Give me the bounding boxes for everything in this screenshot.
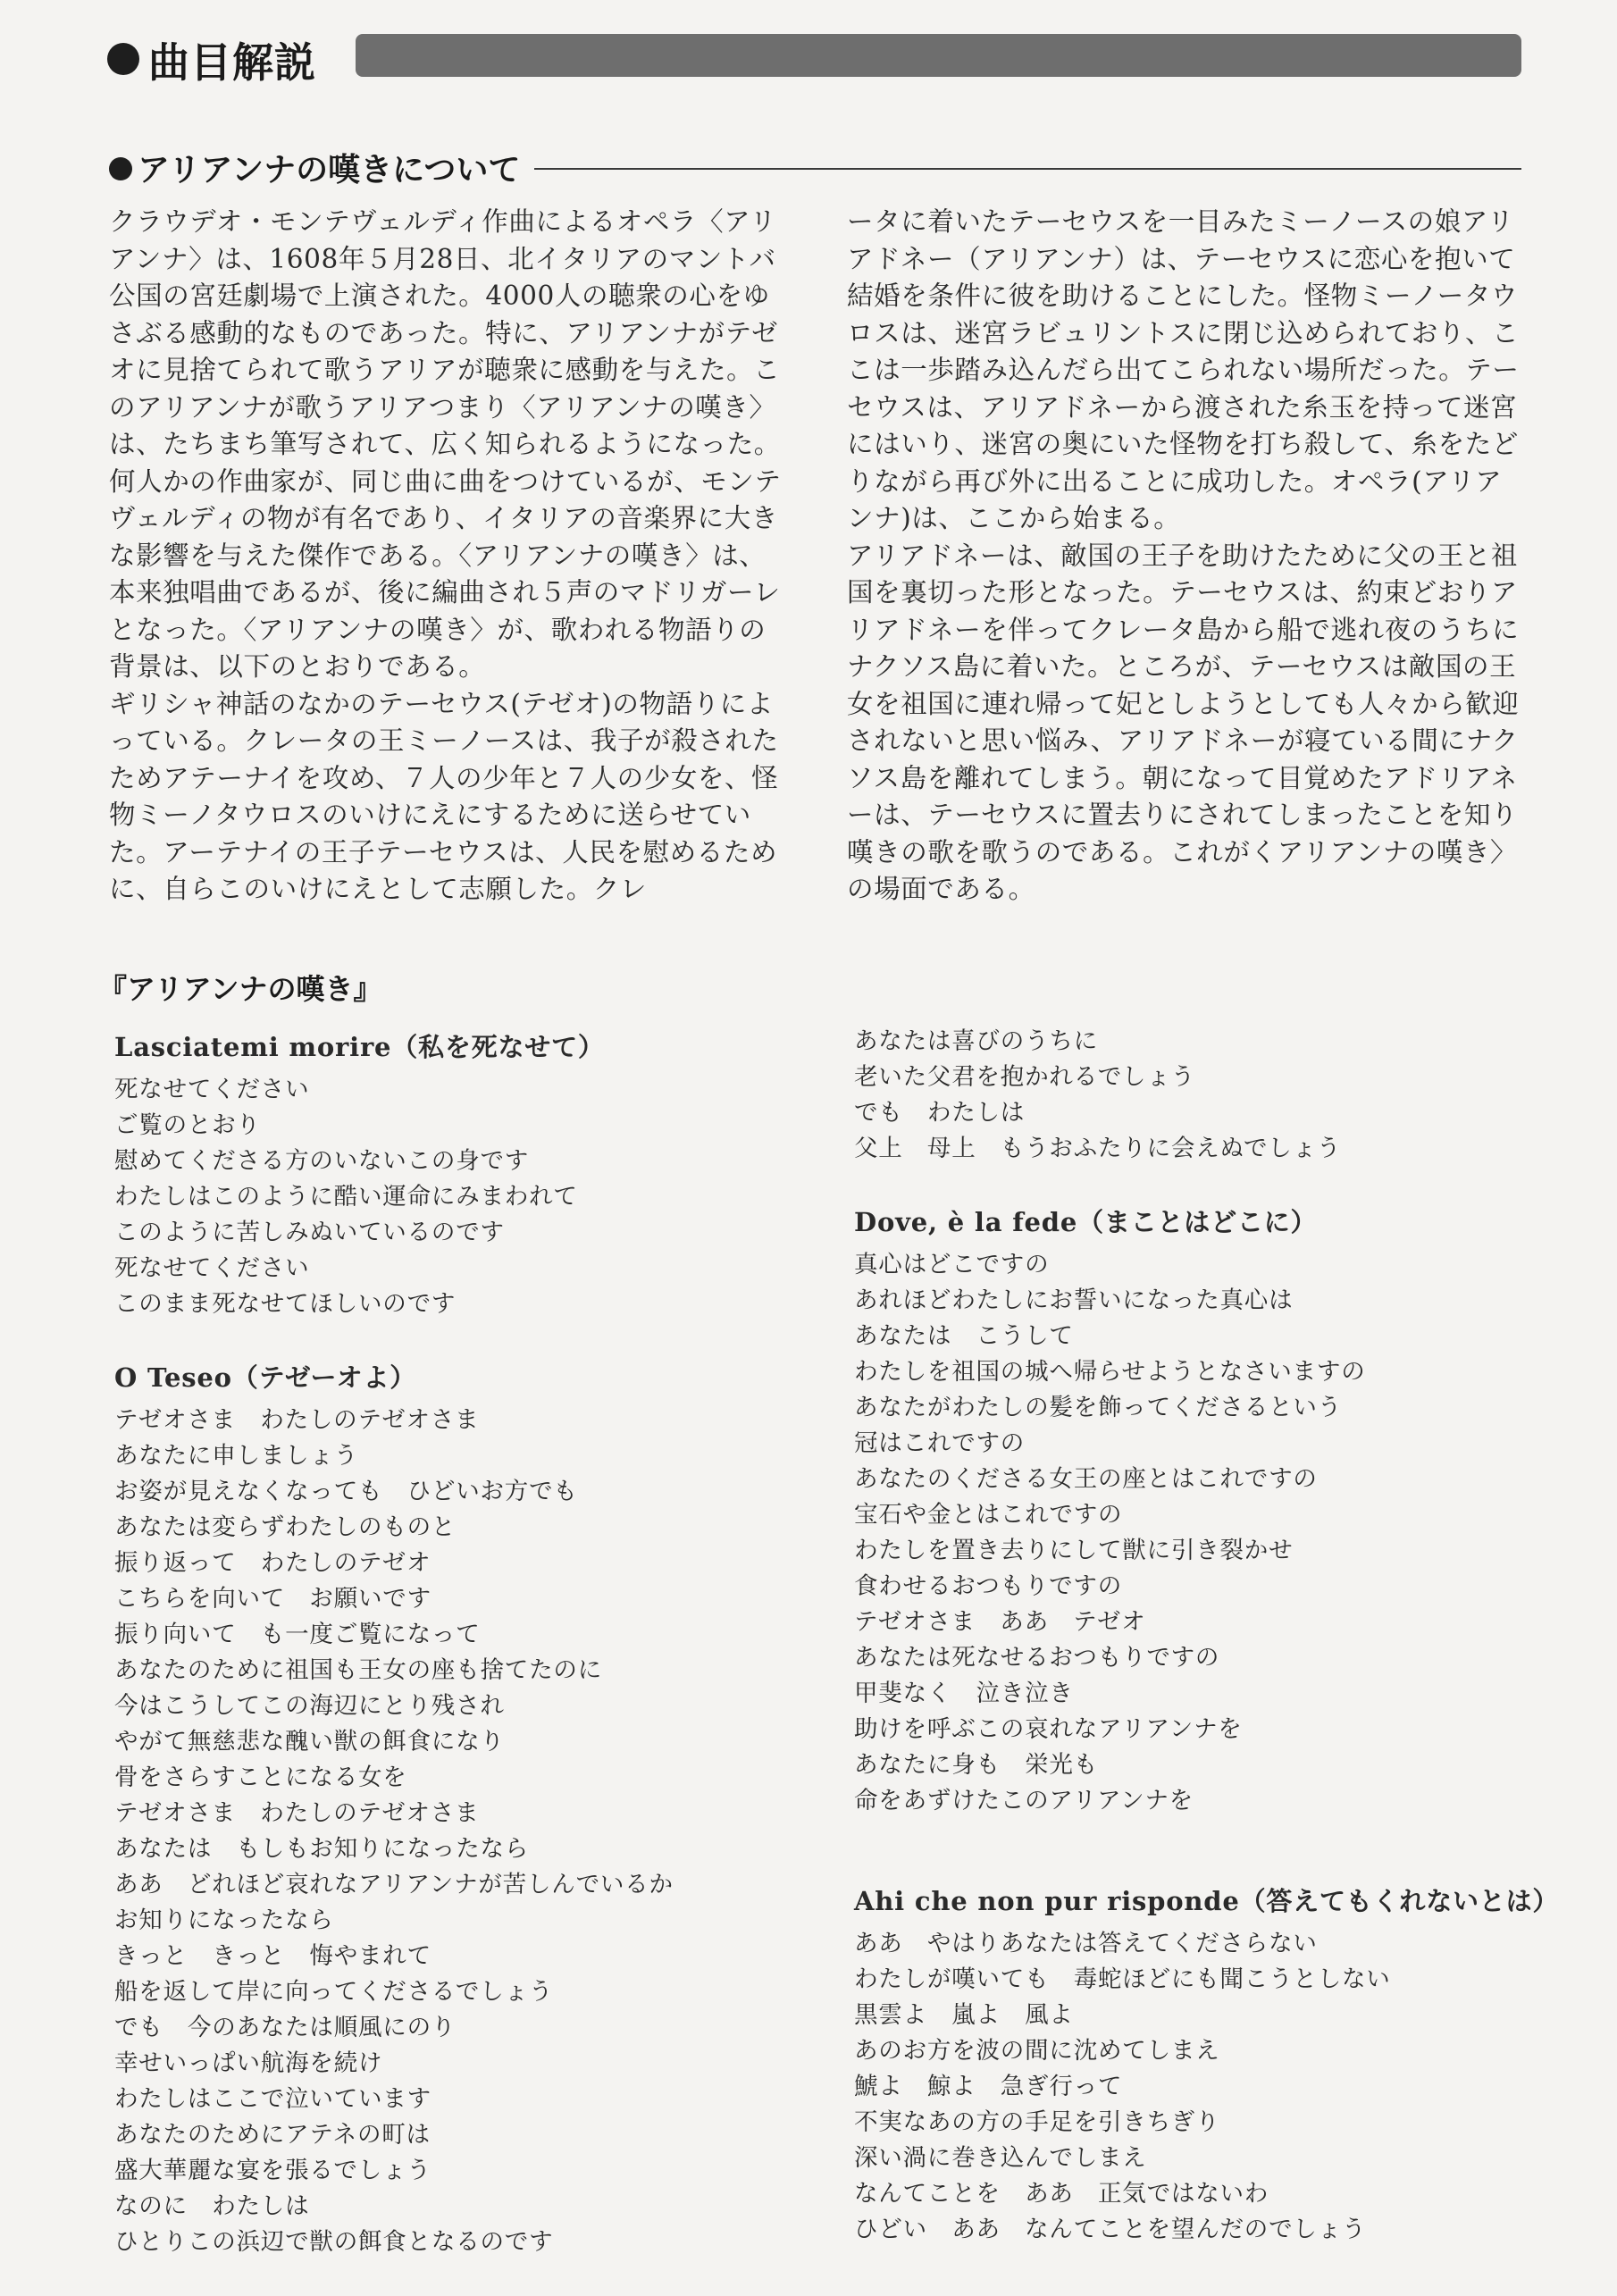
lyric-line: あなたは変らずわたしのものと	[114, 1513, 457, 1541]
lyric-line: 鯱よ 鯨よ 急ぎ行って	[854, 2073, 1123, 2100]
lyric-line: あれほどわたしにお誓いになった真心は	[854, 1286, 1294, 1314]
lyric-line: わたしはここで泣いています	[114, 2085, 431, 2113]
lyric-line: 食わせるおつもりですの	[854, 1572, 1123, 1600]
lyric-line: 甲斐なく 泣き泣き	[854, 1680, 1074, 1707]
lyric-line: ひどい ああ なんてことを望んだのでしょう	[854, 2216, 1367, 2243]
lyric-line: あなたは こうして	[854, 1322, 1074, 1350]
lyric-line: きっと きっと 悔やまれて	[114, 1942, 431, 1970]
explanation-right-column	[847, 204, 1526, 909]
song-lines	[114, 1072, 829, 1322]
song-o-teseo	[114, 1358, 829, 2260]
lyric-line: わたしを置き去りにして獣に引き裂かせ	[854, 1537, 1294, 1564]
lyric-line: ひとりこの浜辺で獣の餌食となるのです	[114, 2228, 554, 2256]
lyric-line: 老いた父君を抱かれるでしょう	[854, 1063, 1195, 1091]
explanation-paragraph: ータに着いたテーセウスを一目みたミーノースの娘アリアドネー（アリアンナ）は、テーセウスに恋心を抱いて結婚を条件に彼を助けることにした。怪物ミーノータウロスは、迷宮ラビュリントスに閉じ込められており、ここは一歩踏み込んだら出てこられない場所だった。テーセウスは、アリアドネーから渡された糸玉を持って迷宮にはいり、迷宮の奥にいた怪物を打ち殺して、糸をたどりながら再び外に出ることに成功した。オペラ(アリアンナ)は、ここから始まる。	[847, 206, 1520, 533]
lyric-line: わたしを祖国の城へ帰らせようとなさいますの	[854, 1358, 1366, 1386]
lyric-line: 死なせてください	[114, 1076, 310, 1103]
lyric-line: やがて無慈悲な醜い獣の餌食になり	[114, 1728, 505, 1756]
lyric-line: こちらを向いて お願いです	[114, 1585, 431, 1613]
song-title	[854, 1881, 1569, 1921]
explanation-paragraph: クラウデオ・モンテヴェルディ作曲によるオペラ〈アリアンナ〉は、1608年５月28日、北イタリアのマントバ公国の宮廷劇場で上演された。4000人の聴衆の心をゆさぶる感動的なものであった。特に、アリアンナがテゼオに見捨てられて歌うアリアが聴衆に感動を与えた。このアリアンナが歌うアリアつまり〈アリアンナの嘆き〉は、たちまち筆写されて、広く知られるようになった。何人かの作曲家が、同じ曲に曲をつけているが、モンテヴェルディの物が有名であり、イタリアの音楽界に大きな影響を与えた傑作である。〈アリアンナの嘆き〉は、本来独唱曲であるが、後に編曲され５声のマドリガーレとなった。〈アリアンナの嘆き〉が、歌われる物語りの背景は、以下のとおりである。	[109, 206, 782, 682]
song-lasciatemi-morire	[114, 1027, 829, 1322]
song-title-original: O Teseo	[114, 1362, 232, 1393]
lyric-line: 宝石や金とはこれですの	[854, 1501, 1123, 1529]
bullet-icon	[109, 157, 132, 180]
lyric-line: あなたのために祖国も王女の座も捨てたのに	[114, 1656, 602, 1684]
lyric-line: お知りになったなら	[114, 1906, 334, 1934]
lyric-line: 死なせてください	[114, 1254, 310, 1282]
song-title-original: Ahi che non pur risponde	[854, 1886, 1240, 1916]
lyric-line: 盛大華麗な宴を張るでしょう	[114, 2157, 431, 2184]
lyric-line: なのに わたしは	[114, 2192, 310, 2220]
lyric-line: なんてことを ああ 正気ではないわ	[854, 2180, 1269, 2208]
song-lines	[114, 1403, 829, 2260]
lyric-line: 真心はどこですの	[854, 1251, 1050, 1278]
song-dove-e-la-fede	[854, 1202, 1569, 1819]
lyric-line: あなたに身も 栄光も	[854, 1751, 1098, 1779]
lyric-line: あなたは喜びのうちに	[854, 1027, 1098, 1055]
lyric-line: お姿が見えなくなっても ひどいお方でも	[114, 1478, 578, 1505]
lyric-line: わたしが嘆いても 毒蛇ほどにも聞こうとしない	[854, 1965, 1391, 1993]
explanation-paragraph: ギリシャ神話のなかのテーセウス(テゼオ)の物語りによっている。クレータの王ミーノースは、我子が殺されたためアテーナイを攻め、７人の少年と７人の少女を、怪物ミーノタウロスのいけにえにするために送らせていた。アーテナイの王子テーセウスは、人民を慰めるために、自らこのいけにえとして志願した。クレ	[109, 688, 779, 904]
explanation-left-column	[109, 204, 788, 909]
lyric-line: 不実なあの方の手足を引きちぎり	[854, 2108, 1220, 2136]
lyric-line: 幸せいっぱい航海を続け	[114, 2049, 383, 2077]
song-lines	[854, 1247, 1569, 1819]
bullet-icon	[107, 43, 139, 75]
song-title	[114, 1358, 829, 1397]
section-header	[105, 141, 1521, 191]
song-lines	[854, 1926, 1569, 2248]
song-o-teseo-continued	[854, 1024, 1569, 1167]
song-title-original: Dove, è la fede	[854, 1207, 1078, 1237]
header-bar	[356, 34, 1521, 77]
lyric-line: あなたに申しましょう	[114, 1442, 358, 1470]
song-lines	[854, 1024, 1569, 1167]
lyric-line: 振り返って わたしのテゼオ	[114, 1549, 431, 1577]
page-title: 曲目解説	[148, 38, 316, 87]
lyric-line: ああ やはりあなたは答えてくださらない	[854, 1930, 1318, 1957]
song-title-translation: （答えてもくれないとは）	[1239, 1886, 1560, 1916]
lyric-line: 父上 母上 もうおふたりに会えぬでしょう	[854, 1135, 1342, 1162]
lyric-line: 助けを呼ぶこの哀れなアリアンナを	[854, 1715, 1243, 1743]
lyric-line: 振り向いて も一度ご覧になって	[114, 1621, 481, 1648]
lyrics-title: 『アリアンナの嘆き』	[98, 972, 382, 1006]
lyric-line: ああ どれほど哀れなアリアンナが苦しんでいるか	[114, 1871, 674, 1898]
lyric-line: あなたのくださる女王の座とはこれですの	[854, 1465, 1318, 1493]
song-title-translation: （テゼーオよ）	[231, 1362, 417, 1393]
song-title	[114, 1027, 829, 1067]
lyrics-left-column	[114, 1027, 829, 2296]
lyric-line: わたしはこのように酷い運命にみまわれて	[114, 1183, 578, 1211]
lyric-line: でも 今のあなたは順風にのり	[114, 2014, 457, 2041]
song-title-translation: （私を死なせて）	[391, 1032, 605, 1062]
lyric-line: 冠はこれですの	[854, 1429, 1026, 1457]
lyric-line: 骨をさらすことになる女を	[114, 1764, 407, 1791]
lyric-line: あなたは もしもお知りになったなら	[114, 1835, 530, 1863]
lyric-line: 今はこうしてこの海辺にとり残され	[114, 1692, 505, 1720]
explanation-paragraph: アリアドネーは、敵国の王子を助けたために父の王と祖国を裏切った形となった。テーセウスは、約束どおりアリアドネーを伴ってクレータ島から船で逃れ夜のうちにナクソス島に着いた。ところが、テーセウスは敵国の王女を祖国に連れ帰って妃としようとしても人々から歓迎されないと思い悩み、アリアドネーが寝ている間にナクソス島を離れてしまう。朝になって目覚めたアドリアネーは、テーセウスに置去りにされてしまったことを知り嘆きの歌を歌うのである。これがくアリアンナの嘆き〉の場面である。	[847, 540, 1520, 904]
lyric-line: 船を返して岸に向ってくださるでしょう	[114, 1978, 554, 2006]
lyric-line: あなたのためにアテネの町は	[114, 2121, 431, 2149]
page-header	[105, 25, 1521, 88]
lyric-line: あなたは死なせるおつもりですの	[854, 1644, 1220, 1672]
lyric-line: 慰めてくださる方のいないこの身です	[114, 1147, 530, 1175]
lyric-line: テゼオさま わたしのテゼオさま	[114, 1799, 480, 1827]
lyric-line: あなたがわたしの髪を飾ってくださるという	[854, 1394, 1342, 1421]
lyric-line: 深い渦に巻き込んでしまえ	[854, 2144, 1147, 2172]
song-title-original: Lasciatemi morire	[114, 1032, 392, 1062]
section-title: アリアンナの嘆きについて	[138, 152, 521, 189]
lyrics-right-column	[854, 1024, 1569, 2283]
lyric-line: 黒雲よ 嵐よ 風よ	[854, 2001, 1074, 2029]
lyric-line: 命をあずけたこのアリアンナを	[854, 1787, 1194, 1814]
song-title	[854, 1202, 1569, 1242]
section-rule	[534, 168, 1521, 170]
song-title-translation: （まことはどこに）	[1077, 1207, 1318, 1237]
lyric-line: テゼオさま ああ テゼオ	[854, 1608, 1146, 1636]
lyric-line: このように苦しみぬいているのです	[114, 1219, 505, 1246]
song-ahi-che-non-pur-risponde	[854, 1881, 1569, 2248]
spacer	[854, 1855, 1569, 1881]
lyric-line: このまま死なせてほしいのです	[114, 1290, 457, 1318]
lyric-line: テゼオさま わたしのテゼオさま	[114, 1406, 480, 1434]
lyric-line: あのお方を波の間に沈めてしまえ	[854, 2037, 1220, 2065]
lyric-line: ご覧のとおり	[114, 1111, 261, 1139]
lyric-line: でも わたしは	[854, 1099, 1026, 1127]
